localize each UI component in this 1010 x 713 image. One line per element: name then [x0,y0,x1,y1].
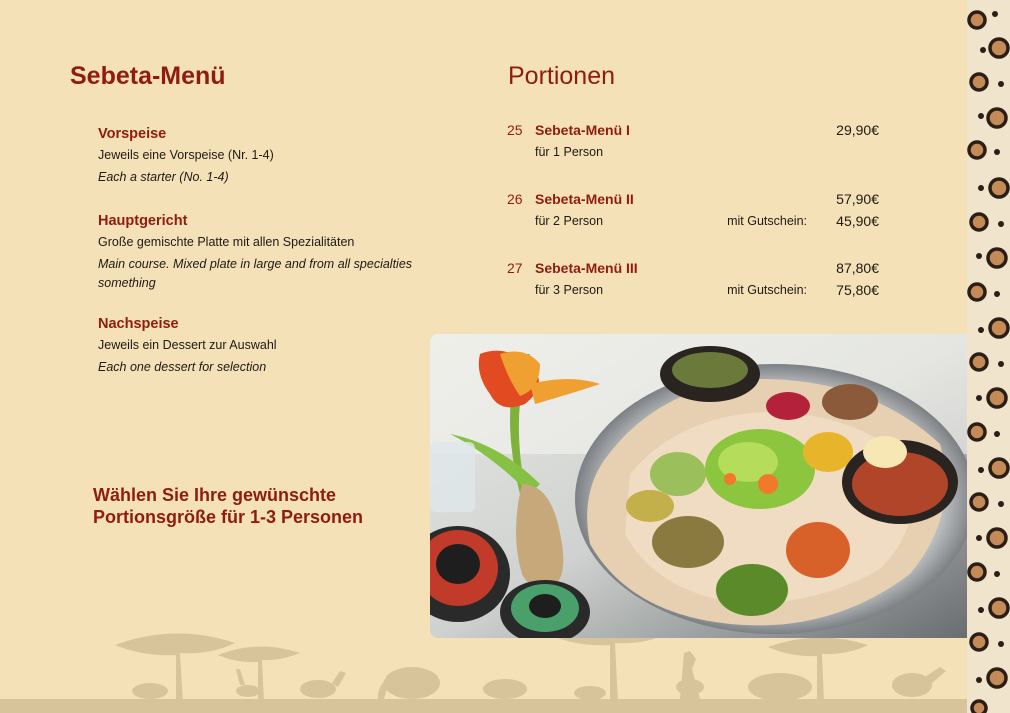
course-heading: Hauptgericht [98,213,188,229]
course-heading: Nachspeise [98,316,179,332]
voucher-price: 75,80€ [836,282,879,298]
voucher-label: mit Gutschein: [727,214,807,228]
voucher-label: mit Gutschein: [727,283,807,297]
course-dessert [98,316,428,377]
course-description-en: Each one dessert for selection [98,360,267,374]
course-starter [98,126,428,187]
item-persons: für 2 Person [535,214,604,228]
item-number: 26 [507,191,523,207]
item-name: Sebeta-Menü II [535,191,634,207]
item-price: 57,90€ [836,191,879,207]
item-number: 25 [507,122,523,138]
portions-title: Portionen [508,62,616,90]
food-photo [430,334,968,638]
course-description-en: Main course. Mixed plate in large and from all specialties something [98,257,413,290]
course-description-de: Große gemischte Platte mit allen Spezialitäten [98,235,355,249]
item-persons: für 3 Person [535,283,604,297]
item-persons: für 1 Person [535,145,604,159]
portion-size-note: Wählen Sie Ihre gewünschte Portionsgröße für 1-3 Personen [93,485,364,527]
course-main [98,213,428,293]
course-description-en: Each a starter (No. 1-4) [98,170,229,184]
menu-title: Sebeta-Menü [70,62,226,90]
course-description-de: Jeweils eine Vorspeise (Nr. 1-4) [98,148,274,162]
voucher-price: 45,90€ [836,213,879,229]
course-heading: Vorspeise [98,126,167,142]
portion-item [507,122,879,168]
portion-item [507,260,879,306]
item-name: Sebeta-Menü III [535,260,638,276]
portion-item [507,191,879,237]
item-price: 87,80€ [836,260,879,276]
item-price: 29,90€ [836,122,879,138]
course-description-de: Jeweils ein Dessert zur Auswahl [98,338,277,352]
leopard-border [967,0,1010,713]
item-name: Sebeta-Menü I [535,122,630,138]
item-number: 27 [507,260,523,276]
